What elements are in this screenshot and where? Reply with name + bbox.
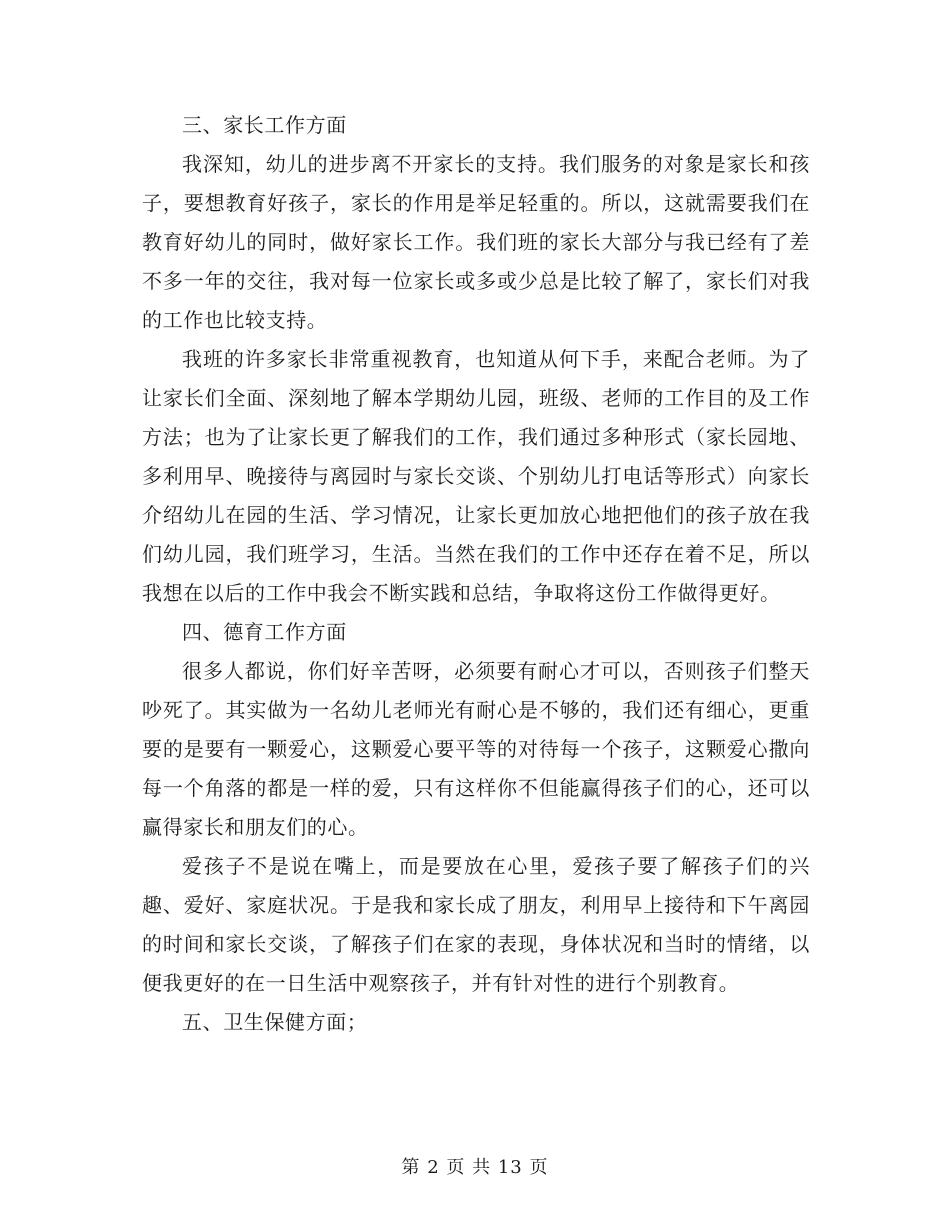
document-body [142, 106, 810, 1042]
section-heading-health-care: 五、卫生保健方面； [182, 1010, 368, 1034]
section-heading-parent-work: 三、家长工作方面 [182, 113, 347, 137]
paragraph-parent-support: 我深知，幼儿的进步离不开家长的支持。我们服务的对象是家长和孩子，要想教育好孩子，家长的作用是举足轻重的。所以，这就需要我们在教育好幼儿的同时，做好家长工作。我们班的家长大部分与我已经有了差不多一年的交往，我对每一位家长或多或少总是比较了解了，家长们对我的工作也比较支持。 [142, 152, 810, 332]
page-number-label: 第 2 页 共 13 页 [401, 1157, 549, 1178]
page-footer [0, 1153, 950, 1179]
paragraph-understanding-children: 爱孩子不是说在嘴上，而是要放在心里，爱孩子要了解孩子们的兴趣、爱好、家庭状况。于是我和家长成了朋友，利用早上接待和下午离园的时间和家长交谈，了解孩子们在家的表现，身体状况和当时的情绪，以便我更好的在一日生活中观察孩子，并有针对性的进行个别教育。 [142, 854, 810, 995]
paragraph-patience-and-love: 很多人都说，你们好辛苦呀，必须要有耐心才可以，否则孩子们整天吵死了。其实做为一名幼儿老师光有耐心是不够的，我们还有细心，更重要的是要有一颗爱心，这颗爱心要平等的对待每一个孩子，这颗爱心撒向每一个角落的都是一样的爱，只有这样你不但能赢得孩子们的心，还可以赢得家长和朋友们的心。 [142, 659, 810, 839]
paragraph-parent-communication: 我班的许多家长非常重视教育，也知道从何下手，来配合老师。为了让家长们全面、深刻地了解本学期幼儿园，班级、老师的工作目的及工作方法；也为了让家长更了解我们的工作，我们通过多种形式（家长园地、多利用早、晚接待与离园时与家长交谈、个别幼儿打电话等形式）向家长介绍幼儿在园的生活、学习情况，让家长更加放心地把他们的孩子放在我们幼儿园，我们班学习，生活。当然在我们的工作中还存在着不足，所以我想在以后的工作中我会不断实践和总结，争取将这份工作做得更好。 [142, 347, 810, 605]
section-heading-moral-education: 四、德育工作方面 [182, 620, 347, 644]
